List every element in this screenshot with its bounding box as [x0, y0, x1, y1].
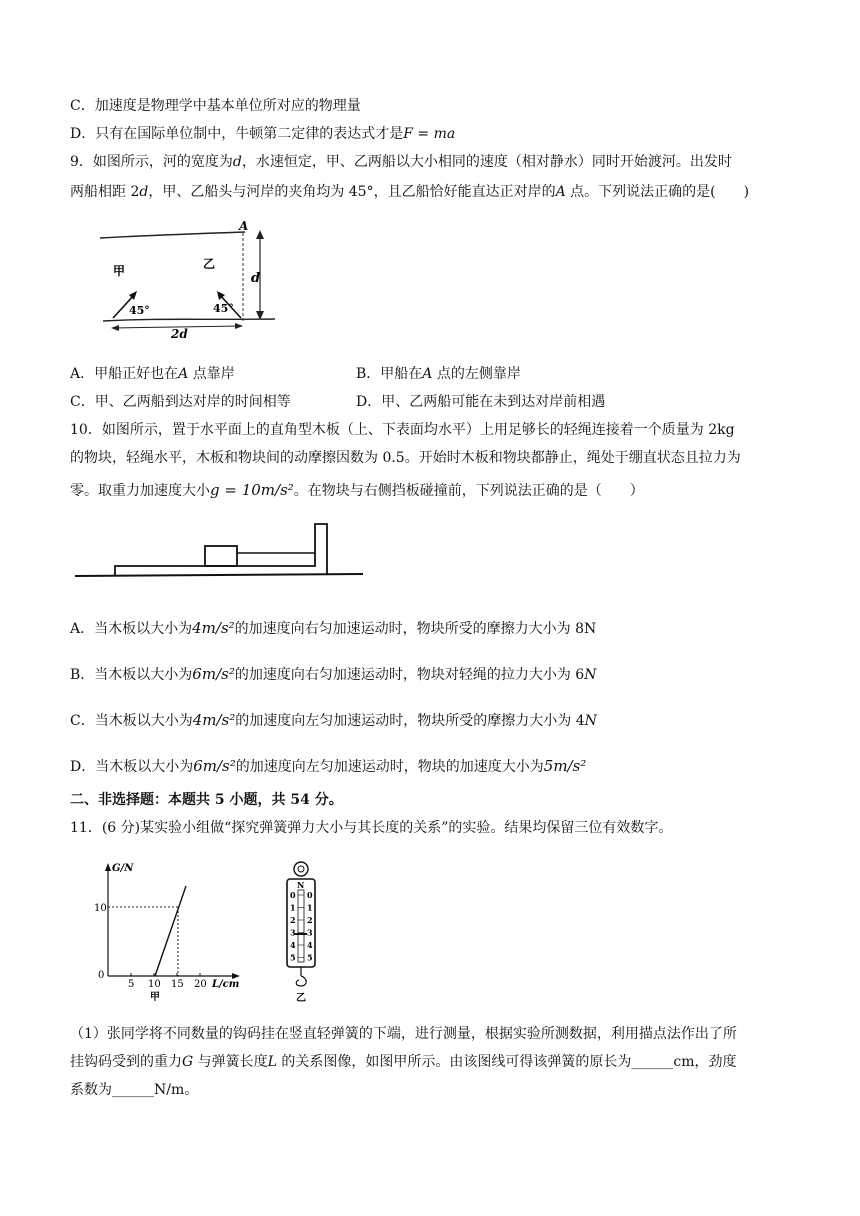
scale-right-tick: 2: [307, 915, 313, 925]
q11-part1-text: 挂钩码受到的重力: [70, 1054, 182, 1070]
scale-left-tick: 1: [290, 902, 296, 913]
q11-var-g: G: [182, 1054, 194, 1070]
y-axis-label: G/N: [112, 863, 134, 874]
q10-formula: 5m/s²: [543, 757, 587, 775]
q9-option-a: [70, 364, 235, 384]
q10-option-text: 的加速度向右匀加速运动时，物块所受的摩擦力大小为 8N: [234, 621, 597, 637]
arrow-head: [105, 863, 111, 871]
label-2d: 2d: [171, 327, 188, 340]
caption-jia: 甲: [150, 992, 160, 1003]
q10-formula: 6m/s²: [192, 665, 235, 683]
q9-option-b-text: 点的左侧靠岸: [432, 366, 521, 382]
q9-stem-text: 9．如图所示，河的宽度为: [70, 154, 233, 170]
q10-option-text: B．当木板以大小为: [70, 667, 193, 683]
x-tick-label: 20: [194, 979, 207, 990]
q10-formula-g: g = 10m/s²: [210, 481, 294, 499]
arrow-head: [235, 323, 243, 329]
river-top-bank: [100, 232, 245, 238]
q10-stem-text: 。在物块与右侧挡板碰撞前，下列说法正确的是（ ）: [293, 483, 644, 499]
q9-option-d: D．甲、乙两船可能在未到达对岸前相遇: [356, 394, 606, 410]
q10-unit: N: [584, 713, 597, 729]
x-axis-label: L/cm: [212, 979, 240, 990]
q8-option-d-text: D．只有在国际单位制中，牛顿第二定律的表达式才是: [70, 126, 404, 142]
q11-spring-scale-yi: [282, 858, 332, 1008]
q8-formula: F = ma: [403, 126, 456, 142]
x-tick-label: 10: [148, 979, 161, 990]
q11-part1-line2: [70, 1052, 737, 1072]
q10-stem-text: 零。取重力加速度大小: [70, 483, 210, 499]
scale-right-tick: 1: [307, 902, 313, 913]
q10-board-figure: [75, 520, 365, 582]
scale-left-tick: 5: [290, 952, 296, 963]
q9-option-c: C．甲、乙两船到达对岸的时间相等: [70, 394, 291, 410]
q10-option-b: [70, 664, 596, 685]
q10-formula: 4m/s²: [192, 711, 236, 729]
scale-left-tick: 0: [290, 890, 296, 900]
label-yi: 乙: [203, 257, 216, 271]
origin-label: 0: [98, 970, 105, 981]
scale-ring: [294, 862, 308, 876]
q9-option-b: [356, 364, 521, 384]
q8-option-d: [70, 124, 455, 144]
label-d: d: [251, 271, 261, 286]
scale-ring-inner: [298, 866, 304, 872]
q9-stem-line1: [70, 152, 732, 172]
scale-left-tick: 3: [290, 927, 296, 938]
q9-option-b-text: B．甲船在: [356, 366, 423, 382]
angle-yi: 45°: [213, 302, 234, 315]
scale-right-tick: 5: [307, 952, 313, 963]
q11-part1-text: 与弹簧长度: [193, 1054, 268, 1070]
label-a: A: [239, 219, 249, 233]
q8-option-c: C．加速度是物理学中基本单位所对应的物理量: [70, 98, 361, 114]
label-jia: 甲: [113, 264, 126, 278]
caption-yi: 乙: [296, 993, 306, 1004]
q10-option-text: A．当木板以大小为: [70, 621, 193, 637]
q10-option-text: 的加速度向右匀加速运动时，物块对轻绳的拉力大小为 6: [234, 667, 585, 683]
q9-option-a-text: 点靠岸: [188, 366, 235, 382]
q10-option-text: 的加速度向左匀加速运动时，物块所受的摩擦力大小为 4: [235, 713, 585, 729]
scale-top-label: N: [297, 880, 305, 890]
block: [205, 546, 237, 566]
q11-stem: 11．(6 分)某实验小组做“探究弹簧弹力大小与其长度的关系”的实验。结果均保留三位有效数字。: [70, 820, 673, 836]
scale-right-tick: 3: [307, 927, 313, 938]
scale-left-tick: 4: [290, 940, 296, 950]
q10-stem-line1: 10．如图所示，置于水平面上的直角型木板（上、下表面均水平）上用足够长的轻绳连接着一个质量为 2kg: [70, 422, 735, 438]
river-bottom-bank: [103, 319, 275, 321]
q10-option-text: 的加速度向左匀加速运动时，物块的加速度大小为: [235, 759, 544, 775]
q11-part1-line1: （1）张同学将不同数量的钩码挂在竖直轻弹簧的下端，进行测量，根据实验所测数据，利用描点法作出了所: [70, 1026, 737, 1042]
q9-var-a: A: [555, 184, 566, 200]
q9-stem-line2: [70, 182, 749, 202]
g-l-line: [155, 886, 186, 976]
q11-part1-line3: 系数为______N/m。: [70, 1082, 199, 1098]
hook-icon: [296, 976, 306, 986]
q10-formula: 6m/s²: [193, 757, 236, 775]
q10-option-d: [70, 756, 586, 777]
scale-left-tick: 2: [290, 915, 296, 925]
q9-stem-text: ，水速恒定，甲、乙两船以大小相同的速度（相对静水）同时开始渡河。出发时: [241, 154, 732, 170]
q11-part1-text: 的关系图像，如图甲所示。由该图线可得该弹簧的原长为______cm，劲度: [276, 1054, 737, 1070]
l-shaped-board: [115, 524, 327, 576]
q10-option-a: [70, 618, 596, 639]
q10-option-c: [70, 710, 597, 731]
x-tick-label: 15: [171, 979, 184, 990]
q10-option-text: C．当木板以大小为: [70, 713, 193, 729]
q9-var-a: A: [422, 366, 433, 382]
q9-stem-text: 两船相距 2: [70, 184, 140, 200]
q9-river-figure: [95, 218, 285, 340]
q9-var-d: d: [232, 154, 242, 170]
q10-unit: N: [584, 667, 597, 683]
ground-line: [75, 574, 363, 576]
angle-jia: 45°: [129, 304, 150, 317]
arrow-head: [111, 325, 119, 331]
q11-var-l: L: [267, 1054, 277, 1070]
section-heading: 二、非选择题：本题共 5 小题，共 54 分。: [70, 792, 343, 808]
x-tick-label: 5: [128, 979, 135, 990]
q10-option-text: D．当木板以大小为: [70, 759, 194, 775]
y-tick-10: 10: [94, 903, 107, 914]
q10-stem-line2: 的物块，轻绳水平，木板和物块间的动摩擦因数为 0.5。开始时木板和物块都静止，绳处于绷直状态且拉力为: [70, 450, 741, 466]
q9-option-a-text: A．甲船正好也在: [70, 366, 179, 382]
arrow-head: [256, 230, 264, 239]
scale-right-tick: 4: [307, 940, 313, 950]
q10-stem-line3: [70, 480, 644, 501]
q10-formula: 4m/s²: [192, 619, 235, 637]
q9-stem-text: 点。下列说法正确的是( ): [565, 184, 750, 200]
q9-stem-text: ，甲、乙船头与河岸的夹角均为 45°，且乙船恰好能直达正对岸的: [148, 184, 556, 200]
q9-var-d: d: [139, 184, 149, 200]
scale-right-tick: 0: [307, 890, 313, 900]
q9-var-a: A: [178, 366, 189, 382]
q11-graph-jia: [88, 858, 268, 1008]
